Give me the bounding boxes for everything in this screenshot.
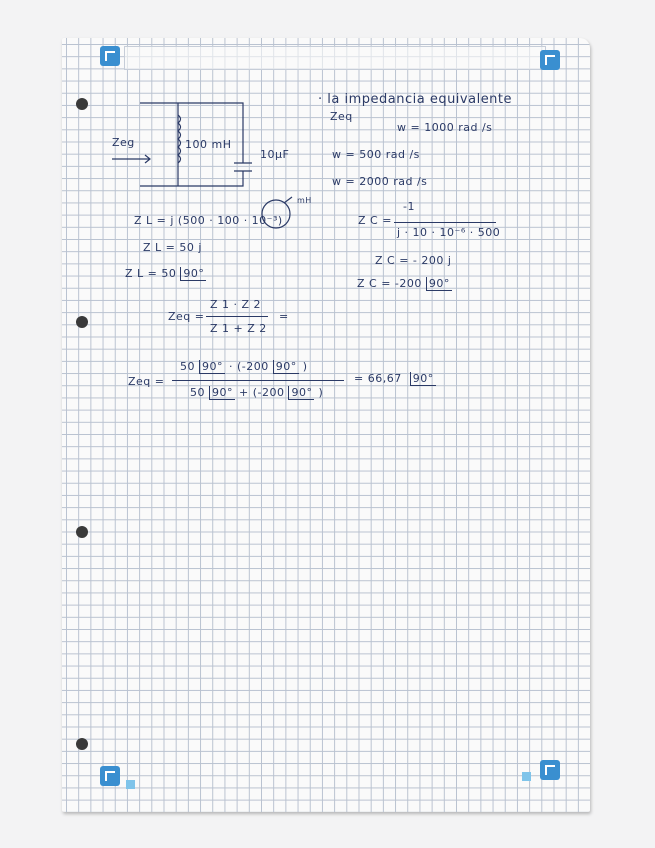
- omega-2000: w = 2000 rad /s: [332, 175, 428, 188]
- zc-line-2: Z C = - 200 j: [375, 254, 452, 267]
- inductor-label: 100 mH: [185, 138, 232, 151]
- zl-line-1: Z L = j (500 · 100 · 10⁻³): [134, 214, 283, 227]
- result-denominator: 50 90° + (-200 90° ): [190, 386, 324, 399]
- zl-line-2: Z L = 50 j: [143, 241, 202, 254]
- notes-heading-sub: Zeq: [330, 110, 353, 123]
- zl-line-3: Z L = 50 90°: [125, 267, 205, 280]
- result-numerator: 50 90° · (-200 90° ): [180, 360, 308, 373]
- mh-annotation: mH: [297, 196, 312, 205]
- capacitor-label: 10µF: [260, 148, 290, 161]
- zc-numerator: -1: [403, 200, 415, 213]
- zc-line-3: Z C = -200 90°: [357, 277, 450, 290]
- result-value: = 66,67 90°: [354, 372, 434, 385]
- formula-numerator: Z 1 · Z 2: [210, 298, 262, 311]
- result-prefix: Zeq =: [128, 375, 165, 388]
- notes-heading: · la impedancia equivalente: [318, 92, 513, 107]
- omega-500: w = 500 rad /s: [332, 148, 420, 161]
- formula-denominator: Z 1 + Z 2: [210, 322, 267, 335]
- formula-prefix: Zeq =: [168, 310, 205, 323]
- zc-prefix: Z C =: [358, 214, 392, 227]
- zc-denominator: j · 10 · 10⁻⁶ · 500: [397, 226, 501, 239]
- circuit-input-label: Zeg: [112, 136, 135, 149]
- formula-suffix: =: [279, 310, 289, 323]
- omega-1000: w = 1000 rad /s: [397, 121, 493, 134]
